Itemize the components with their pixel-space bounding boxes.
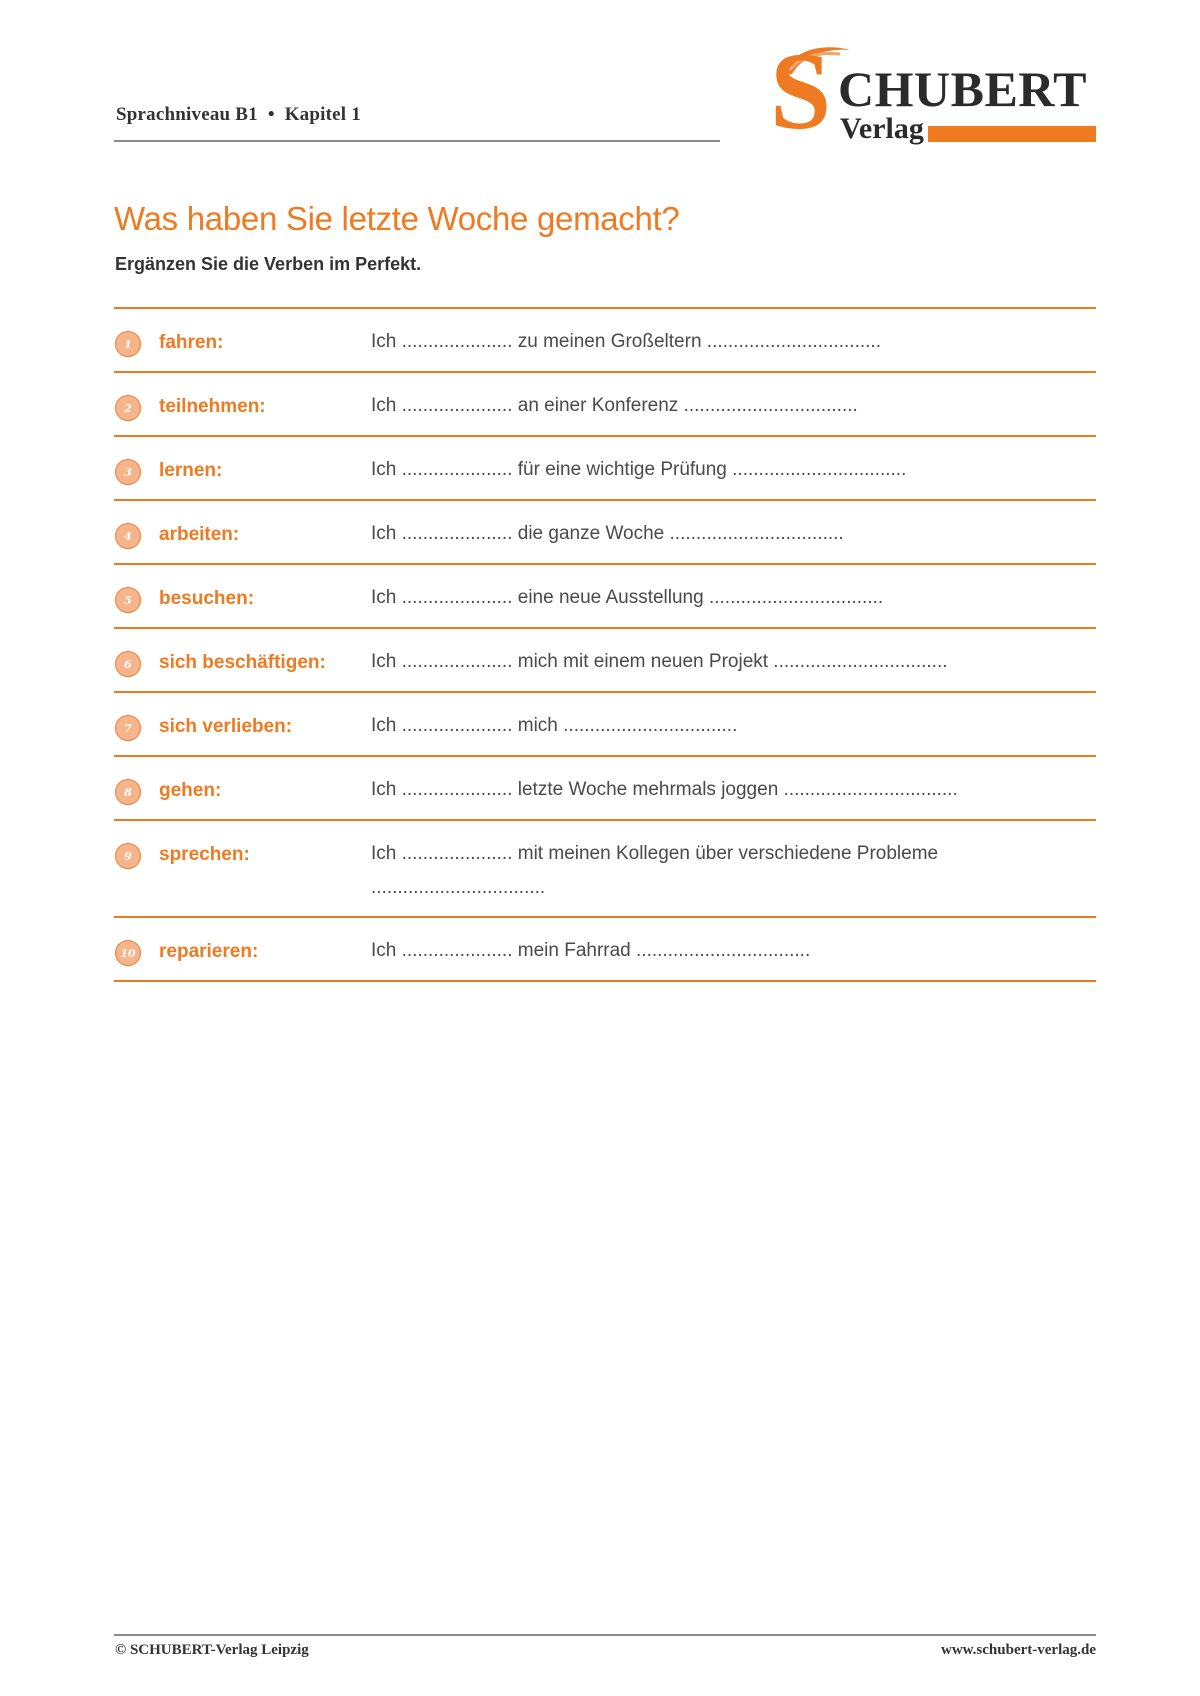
sentence-gap[interactable]: Ich ..................... letzte Woche mehrmals joggen ................................. — [371, 779, 958, 800]
exercise-row — [114, 693, 1096, 757]
verb-label: gehen: — [159, 780, 222, 801]
item-number-badge: 5 — [115, 587, 141, 613]
item-number-badge: 6 — [115, 651, 141, 677]
item-number-badge: 3 — [115, 459, 141, 485]
sentence-gap[interactable]: Ich ..................... mich mit einem neuen Projekt ................................. — [371, 651, 948, 672]
page-title: Was haben Sie letzte Woche gemacht? — [114, 200, 680, 237]
header-separator: • — [267, 104, 275, 125]
item-number-badge: 10 — [115, 940, 141, 966]
exercise-row — [114, 757, 1096, 821]
sentence-gap[interactable]: Ich ..................... mich ................................. — [371, 715, 738, 736]
verb-label: teilnehmen: — [159, 396, 266, 417]
verb-label: lernen: — [159, 460, 223, 481]
logo-letter-s: S — [770, 30, 832, 152]
chapter-label: Kapitel 1 — [284, 104, 361, 125]
exercise-row — [114, 629, 1096, 693]
sentence-gap[interactable]: Ich ..................... an einer Konferenz ................................. — [371, 395, 858, 416]
sentence-gap[interactable]: Ich ..................... mit meinen Kollegen über verschiedene Probleme ................................. — [371, 843, 939, 898]
publisher-logo — [770, 30, 1096, 154]
instruction: Ergänzen Sie die Verben im Perfekt. — [115, 254, 422, 274]
item-number-badge: 7 — [115, 715, 141, 741]
item-number-badge: 9 — [115, 843, 141, 869]
verb-label: sich verlieben: — [159, 716, 293, 737]
logo-subname: Verlag — [840, 112, 924, 145]
exercise-row — [114, 821, 1096, 918]
item-number-badge: 2 — [115, 395, 141, 421]
verb-label: fahren: — [159, 332, 224, 353]
exercise-row — [114, 501, 1096, 565]
footer-website-link[interactable]: www.schubert-verlag.de — [941, 1642, 1096, 1658]
exercise-row — [114, 918, 1096, 982]
verb-label: reparieren: — [159, 941, 259, 962]
level-label: Sprachniveau B1 — [116, 104, 258, 125]
verb-label: besuchen: — [159, 588, 255, 609]
sentence-gap[interactable]: Ich ..................... die ganze Woche ................................. — [371, 523, 844, 544]
verb-label: sich beschäftigen: — [159, 652, 326, 673]
logo-name: CHUBERT — [838, 61, 1088, 117]
exercise-list — [114, 307, 1096, 982]
verb-label: sprechen: — [159, 844, 250, 865]
exercise-row — [114, 437, 1096, 501]
header-meta — [116, 104, 361, 126]
footer-copyright: © SCHUBERT-Verlag Leipzig — [115, 1642, 309, 1658]
item-number-badge: 4 — [115, 523, 141, 549]
exercise-row — [114, 309, 1096, 373]
footer-divider — [114, 1634, 1096, 1636]
item-number-badge: 1 — [115, 331, 141, 357]
sentence-gap[interactable]: Ich ..................... für eine wichtige Prüfung ................................. — [371, 459, 907, 480]
sentence-gap[interactable]: Ich ..................... zu meinen Großeltern ................................. — [371, 331, 881, 352]
header-divider — [114, 140, 720, 142]
verb-label: arbeiten: — [159, 524, 240, 545]
exercise-row — [114, 565, 1096, 629]
sentence-gap[interactable]: Ich ..................... mein Fahrrad ................................. — [371, 940, 811, 961]
item-number-badge: 8 — [115, 779, 141, 805]
exercise-row — [114, 373, 1096, 437]
sentence-gap[interactable]: Ich ..................... eine neue Ausstellung ................................. — [371, 587, 884, 608]
logo-bar — [928, 126, 1096, 142]
